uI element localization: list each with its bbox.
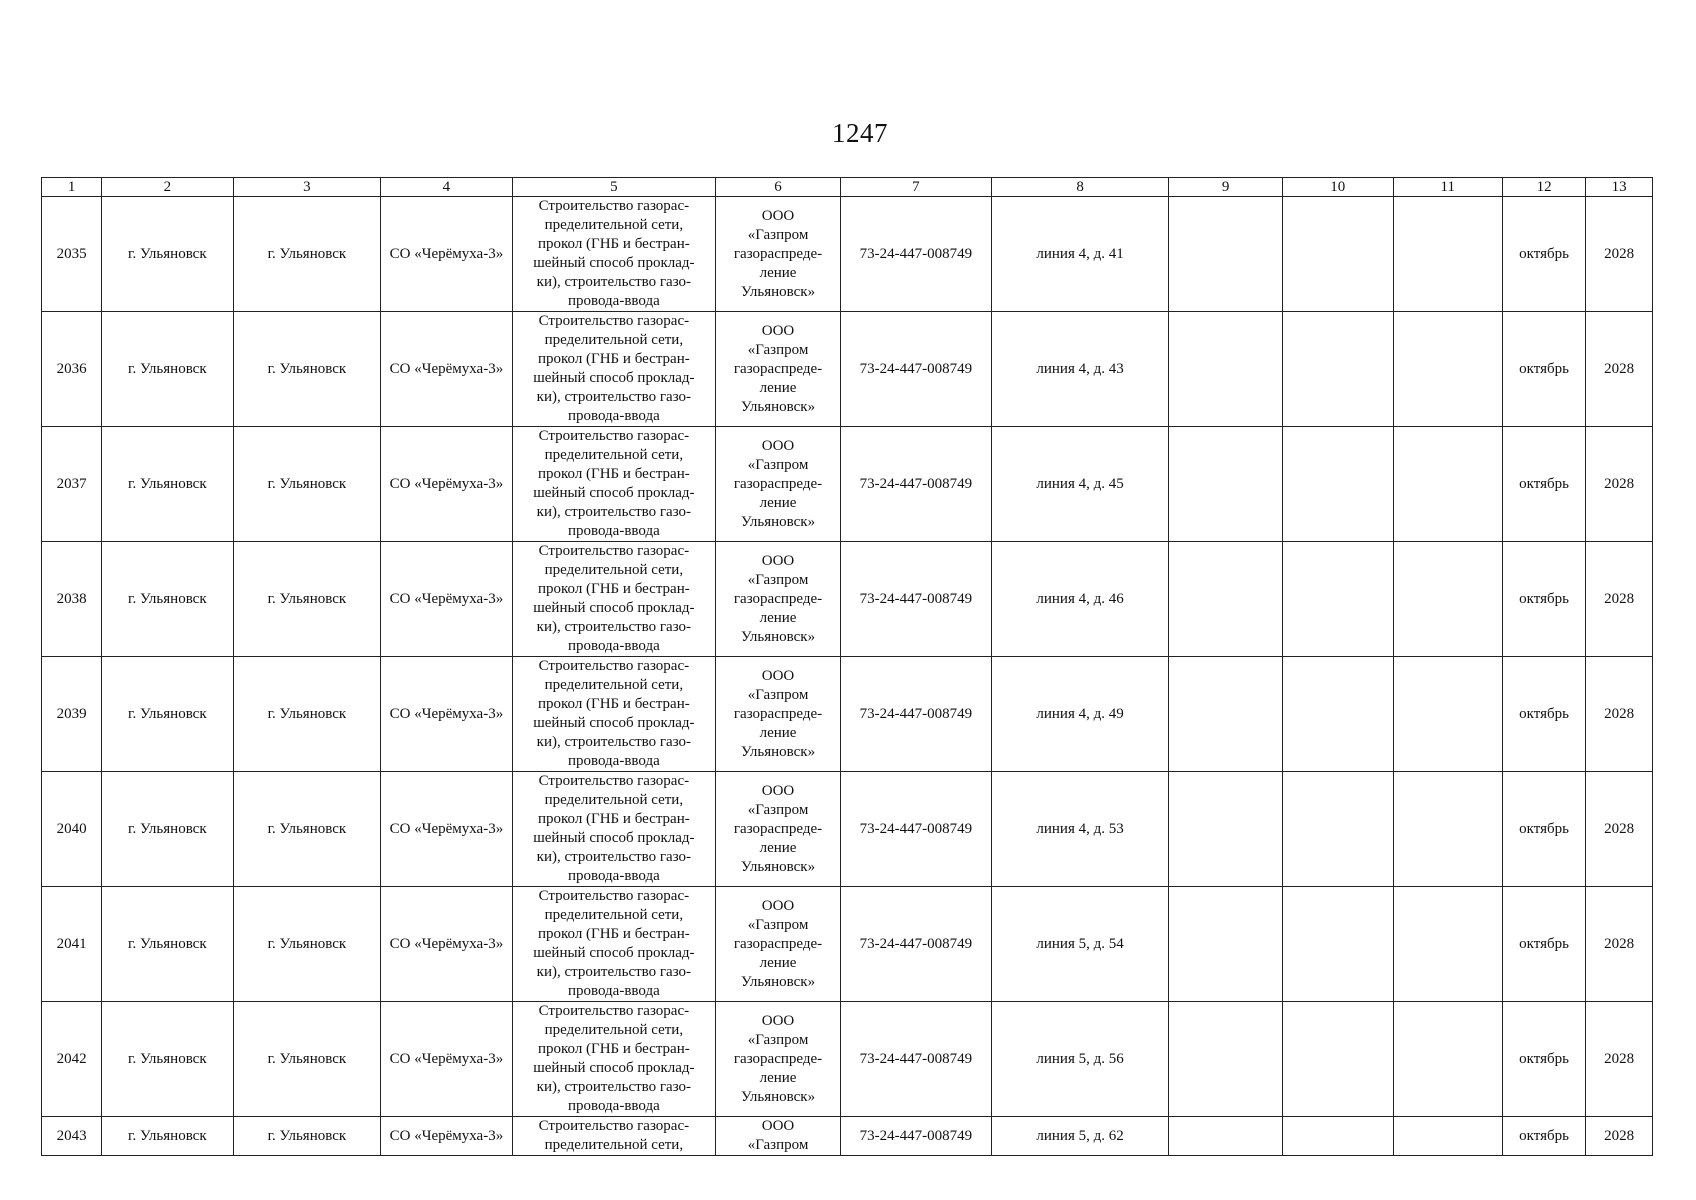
work-description-line: провода-ввода: [567, 753, 660, 769]
work-description-line: ки), строительство газо-: [536, 274, 692, 290]
table-row: [42, 772, 1653, 887]
work-description-line: ки), строительство газо-: [536, 504, 692, 520]
month-cell: октябрь: [1503, 542, 1586, 657]
column-10-cell: [1283, 542, 1394, 657]
work-description: [512, 772, 716, 887]
month-cell: октябрь: [1503, 1002, 1586, 1117]
work-description-line: прокол (ГНБ и бестран-: [537, 926, 690, 942]
work-description-line: ки), строительство газо-: [536, 389, 692, 405]
column-10-cell: [1283, 1117, 1394, 1156]
column-9-cell: [1169, 197, 1283, 312]
object-code-cell: 73-24-447-008749: [840, 1117, 991, 1156]
city-cell: г. Ульяновск: [233, 1002, 381, 1117]
organization-cell-line: ООО: [761, 322, 795, 339]
locality-cell: г. Ульяновск: [102, 1002, 233, 1117]
work-description-line: шейный способ проклад-: [533, 715, 695, 731]
object-code-cell: 73-24-447-008749: [840, 887, 991, 1002]
column-9-cell: [1169, 542, 1283, 657]
work-description-line: Строительство газорас-: [538, 888, 690, 904]
address-cell: линия 5, д. 62: [991, 1117, 1168, 1156]
organization-cell: [716, 542, 841, 657]
work-description-line: пределительной сети,: [544, 1137, 684, 1153]
column-header: 4: [381, 178, 512, 197]
work-description-line: шейный способ проклад-: [533, 485, 695, 501]
work-description-line: пределительной сети,: [544, 332, 684, 348]
record-number: 2039: [42, 657, 102, 772]
record-number: 2037: [42, 427, 102, 542]
column-9-cell: [1169, 772, 1283, 887]
organization-cell-line: газораспреде-: [733, 705, 823, 722]
column-header: 9: [1169, 178, 1283, 197]
column-header: 11: [1393, 178, 1502, 197]
organization-cell-line: «Газпром: [747, 226, 809, 243]
work-description: [512, 542, 716, 657]
work-description-line: пределительной сети,: [544, 907, 684, 923]
month-cell: октябрь: [1503, 197, 1586, 312]
work-description-line: пределительной сети,: [544, 677, 684, 693]
organization-cell: [716, 312, 841, 427]
work-description-line: Строительство газорас-: [538, 198, 690, 214]
object-code-cell: 73-24-447-008749: [840, 657, 991, 772]
organization-cell-line: «Газпром: [747, 686, 809, 703]
column-header: 7: [840, 178, 991, 197]
address-cell: линия 5, д. 56: [991, 1002, 1168, 1117]
address-cell: линия 4, д. 46: [991, 542, 1168, 657]
column-header: 12: [1503, 178, 1586, 197]
city-cell: г. Ульяновск: [233, 197, 381, 312]
table-row: [42, 1002, 1653, 1117]
object-code-cell: 73-24-447-008749: [840, 427, 991, 542]
object-cell: СО «Черёмуха-3»: [381, 657, 512, 772]
table-row: [42, 1117, 1653, 1156]
year-cell: 2028: [1586, 887, 1653, 1002]
column-9-cell: [1169, 1117, 1283, 1156]
table-row: [42, 197, 1653, 312]
work-description-line: шейный способ проклад-: [533, 1060, 695, 1076]
work-description-line: ки), строительство газо-: [536, 849, 692, 865]
year-cell: 2028: [1586, 312, 1653, 427]
column-10-cell: [1283, 197, 1394, 312]
year-cell: 2028: [1586, 542, 1653, 657]
work-description: [512, 427, 716, 542]
object-code-cell: 73-24-447-008749: [840, 772, 991, 887]
organization-cell-line: ление: [759, 609, 797, 626]
organization-cell-line: ление: [759, 264, 797, 281]
object-cell: СО «Черёмуха-3»: [381, 427, 512, 542]
year-cell: 2028: [1586, 1117, 1653, 1156]
city-cell: г. Ульяновск: [233, 772, 381, 887]
column-11-cell: [1393, 312, 1502, 427]
work-description-line: пределительной сети,: [544, 562, 684, 578]
year-cell: 2028: [1586, 657, 1653, 772]
column-header: 13: [1586, 178, 1653, 197]
column-header: 1: [42, 178, 102, 197]
table-row: [42, 887, 1653, 1002]
work-description: [512, 1117, 716, 1156]
record-number: 2036: [42, 312, 102, 427]
column-11-cell: [1393, 427, 1502, 542]
object-cell: СО «Черёмуха-3»: [381, 312, 512, 427]
column-10-cell: [1283, 772, 1394, 887]
work-description-line: провода-ввода: [567, 1098, 660, 1114]
locality-cell: г. Ульяновск: [102, 197, 233, 312]
month-cell: октябрь: [1503, 887, 1586, 1002]
organization-cell-line: Ульяновск»: [740, 398, 816, 415]
organization-cell-line: ООО: [761, 1118, 795, 1134]
work-description-line: шейный способ проклад-: [533, 945, 695, 961]
work-description-line: прокол (ГНБ и бестран-: [537, 351, 690, 367]
organization-cell-line: газораспреде-: [733, 245, 823, 262]
work-description-line: пределительной сети,: [544, 447, 684, 463]
city-cell: г. Ульяновск: [233, 1117, 381, 1156]
work-description: [512, 887, 716, 1002]
organization-cell-line: газораспреде-: [733, 475, 823, 492]
work-description-line: провода-ввода: [567, 293, 660, 309]
table-row: [42, 657, 1653, 772]
work-description-line: Строительство газорас-: [538, 313, 690, 329]
work-description-line: ки), строительство газо-: [536, 734, 692, 750]
column-header: 3: [233, 178, 381, 197]
organization-cell-line: Ульяновск»: [740, 628, 816, 645]
work-description-line: провода-ввода: [567, 868, 660, 884]
object-cell: СО «Черёмуха-3»: [381, 772, 512, 887]
column-header: 2: [102, 178, 233, 197]
work-description-line: шейный способ проклад-: [533, 370, 695, 386]
month-cell: октябрь: [1503, 772, 1586, 887]
organization-cell-line: Ульяновск»: [740, 858, 816, 875]
column-header: 8: [991, 178, 1168, 197]
record-number: 2042: [42, 1002, 102, 1117]
table-row: [42, 427, 1653, 542]
register-table: [41, 177, 1653, 1156]
work-description-line: прокол (ГНБ и бестран-: [537, 236, 690, 252]
object-cell: СО «Черёмуха-3»: [381, 542, 512, 657]
organization-cell-line: Ульяновск»: [740, 283, 816, 300]
object-cell: СО «Черёмуха-3»: [381, 1002, 512, 1117]
year-cell: 2028: [1586, 772, 1653, 887]
year-cell: 2028: [1586, 1002, 1653, 1117]
column-header: 5: [512, 178, 716, 197]
organization-cell-line: ление: [759, 724, 797, 741]
organization-cell-line: ООО: [761, 207, 795, 224]
work-description-line: прокол (ГНБ и бестран-: [537, 696, 690, 712]
organization-cell-line: ООО: [761, 782, 795, 799]
column-10-cell: [1283, 657, 1394, 772]
organization-cell-line: ООО: [761, 552, 795, 569]
work-description-line: провода-ввода: [567, 638, 660, 654]
city-cell: г. Ульяновск: [233, 312, 381, 427]
record-number: 2043: [42, 1117, 102, 1156]
column-10-cell: [1283, 887, 1394, 1002]
month-cell: октябрь: [1503, 312, 1586, 427]
record-number: 2041: [42, 887, 102, 1002]
city-cell: г. Ульяновск: [233, 427, 381, 542]
work-description-line: пределительной сети,: [544, 1022, 684, 1038]
organization-cell: [716, 427, 841, 542]
organization-cell: [716, 197, 841, 312]
table-row: [42, 542, 1653, 657]
organization-cell-line: «Газпром: [747, 571, 809, 588]
organization-cell: [716, 1117, 841, 1156]
work-description-line: шейный способ проклад-: [533, 600, 695, 616]
work-description-line: пределительной сети,: [544, 217, 684, 233]
locality-cell: г. Ульяновск: [102, 1117, 233, 1156]
column-10-cell: [1283, 312, 1394, 427]
organization-cell-line: ООО: [761, 667, 795, 684]
organization-cell-line: газораспреде-: [733, 360, 823, 377]
locality-cell: г. Ульяновск: [102, 427, 233, 542]
organization-cell-line: «Газпром: [747, 341, 809, 358]
object-code-cell: 73-24-447-008749: [840, 197, 991, 312]
work-description-line: провода-ввода: [567, 983, 660, 999]
month-cell: октябрь: [1503, 1117, 1586, 1156]
object-code-cell: 73-24-447-008749: [840, 1002, 991, 1117]
organization-cell: [716, 657, 841, 772]
object-code-cell: 73-24-447-008749: [840, 312, 991, 427]
column-9-cell: [1169, 427, 1283, 542]
work-description-line: ки), строительство газо-: [536, 964, 692, 980]
table-row: [42, 312, 1653, 427]
address-cell: линия 4, д. 43: [991, 312, 1168, 427]
column-11-cell: [1393, 542, 1502, 657]
year-cell: 2028: [1586, 427, 1653, 542]
organization-cell-line: «Газпром: [747, 456, 809, 473]
organization-cell-line: ООО: [761, 1012, 795, 1029]
column-11-cell: [1393, 197, 1502, 312]
work-description-line: прокол (ГНБ и бестран-: [537, 1041, 690, 1057]
locality-cell: г. Ульяновск: [102, 542, 233, 657]
month-cell: октябрь: [1503, 657, 1586, 772]
locality-cell: г. Ульяновск: [102, 312, 233, 427]
work-description-line: прокол (ГНБ и бестран-: [537, 581, 690, 597]
organization-cell: [716, 887, 841, 1002]
organization-cell-line: ление: [759, 839, 797, 856]
organization-cell-line: газораспреде-: [733, 820, 823, 837]
page-number: 1247: [832, 118, 888, 148]
work-description-line: Строительство газорас-: [538, 1118, 690, 1134]
organization-cell-line: ООО: [761, 437, 795, 454]
address-cell: линия 4, д. 45: [991, 427, 1168, 542]
organization-cell-line: ление: [759, 494, 797, 511]
work-description-line: ки), строительство газо-: [536, 619, 692, 635]
work-description-line: прокол (ГНБ и бестран-: [537, 811, 690, 827]
column-number-row: [42, 178, 1653, 197]
object-code-cell: 73-24-447-008749: [840, 542, 991, 657]
column-11-cell: [1393, 1117, 1502, 1156]
address-cell: линия 4, д. 49: [991, 657, 1168, 772]
organization-cell-line: ление: [759, 379, 797, 396]
work-description-line: Строительство газорас-: [538, 658, 690, 674]
work-description-line: Строительство газорас-: [538, 428, 690, 444]
address-cell: линия 4, д. 41: [991, 197, 1168, 312]
column-11-cell: [1393, 772, 1502, 887]
work-description-line: пределительной сети,: [544, 792, 684, 808]
work-description: [512, 1002, 716, 1117]
organization-cell-line: газораспреде-: [733, 590, 823, 607]
work-description: [512, 657, 716, 772]
organization-cell-line: ление: [759, 954, 797, 971]
locality-cell: г. Ульяновск: [102, 657, 233, 772]
object-cell: СО «Черёмуха-3»: [381, 887, 512, 1002]
organization-cell-line: «Газпром: [747, 1137, 809, 1153]
column-11-cell: [1393, 1002, 1502, 1117]
column-9-cell: [1169, 312, 1283, 427]
object-cell: СО «Черёмуха-3»: [381, 1117, 512, 1156]
organization-cell-line: «Газпром: [747, 916, 809, 933]
column-header: 10: [1283, 178, 1394, 197]
record-number: 2040: [42, 772, 102, 887]
column-11-cell: [1393, 887, 1502, 1002]
organization-cell-line: ООО: [761, 897, 795, 914]
column-10-cell: [1283, 1002, 1394, 1117]
city-cell: г. Ульяновск: [233, 887, 381, 1002]
column-9-cell: [1169, 887, 1283, 1002]
work-description-line: провода-ввода: [567, 408, 660, 424]
work-description-line: ки), строительство газо-: [536, 1079, 692, 1095]
organization-cell-line: «Газпром: [747, 1031, 809, 1048]
organization-cell-line: Ульяновск»: [740, 513, 816, 530]
organization-cell: [716, 772, 841, 887]
column-10-cell: [1283, 427, 1394, 542]
year-cell: 2028: [1586, 197, 1653, 312]
organization-cell-line: ление: [759, 1069, 797, 1086]
column-9-cell: [1169, 1002, 1283, 1117]
address-cell: линия 5, д. 54: [991, 887, 1168, 1002]
locality-cell: г. Ульяновск: [102, 887, 233, 1002]
city-cell: г. Ульяновск: [233, 542, 381, 657]
record-number: 2035: [42, 197, 102, 312]
work-description: [512, 197, 716, 312]
address-cell: линия 4, д. 53: [991, 772, 1168, 887]
work-description-line: Строительство газорас-: [538, 543, 690, 559]
locality-cell: г. Ульяновск: [102, 772, 233, 887]
organization-cell-line: Ульяновск»: [740, 743, 816, 760]
organization-cell-line: газораспреде-: [733, 935, 823, 952]
organization-cell-line: «Газпром: [747, 801, 809, 818]
work-description-line: Строительство газорас-: [538, 1003, 690, 1019]
column-header: 6: [716, 178, 841, 197]
work-description: [512, 312, 716, 427]
month-cell: октябрь: [1503, 427, 1586, 542]
organization-cell: [716, 1002, 841, 1117]
object-cell: СО «Черёмуха-3»: [381, 197, 512, 312]
organization-cell-line: газораспреде-: [733, 1050, 823, 1067]
record-number: 2038: [42, 542, 102, 657]
city-cell: г. Ульяновск: [233, 657, 381, 772]
work-description-line: шейный способ проклад-: [533, 255, 695, 271]
organization-cell-line: Ульяновск»: [740, 1088, 816, 1105]
work-description-line: шейный способ проклад-: [533, 830, 695, 846]
work-description-line: провода-ввода: [567, 523, 660, 539]
column-11-cell: [1393, 657, 1502, 772]
column-9-cell: [1169, 657, 1283, 772]
organization-cell-line: Ульяновск»: [740, 973, 816, 990]
work-description-line: Строительство газорас-: [538, 773, 690, 789]
work-description-line: прокол (ГНБ и бестран-: [537, 466, 690, 482]
